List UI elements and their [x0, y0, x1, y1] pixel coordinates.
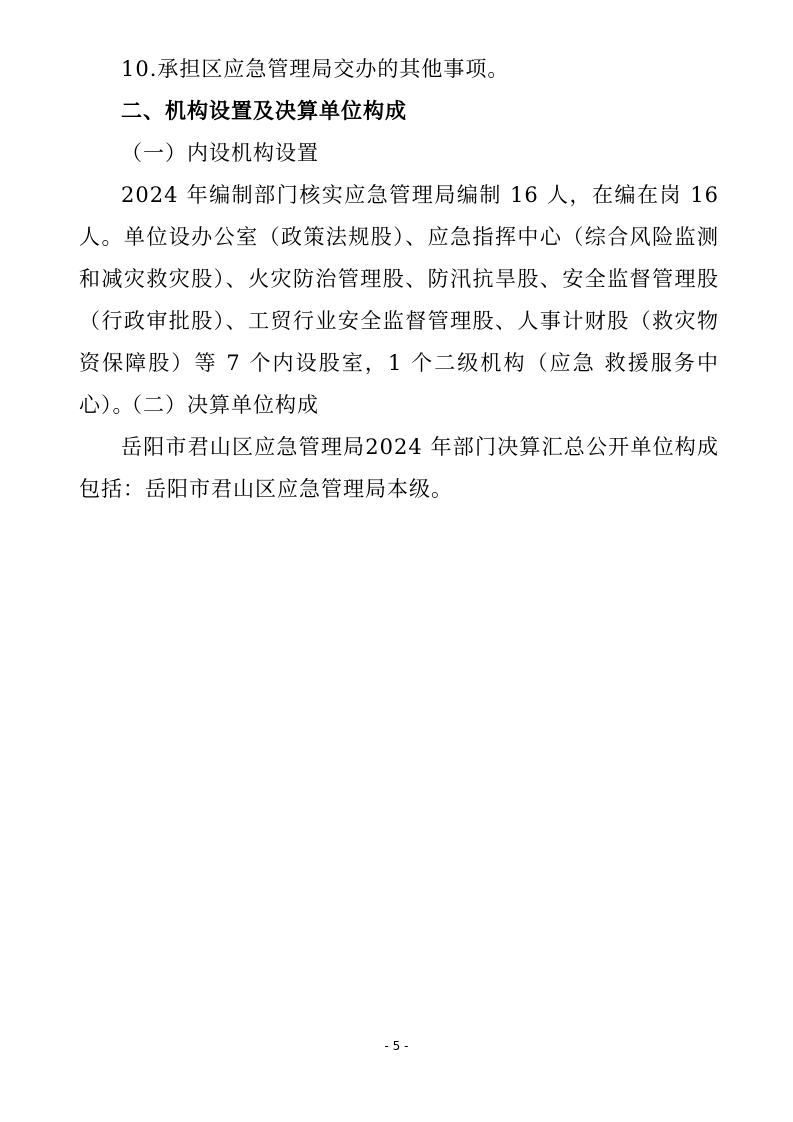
subsection-heading-final-account-units: （二）决算单位构成	[121, 393, 319, 417]
section-heading-institution-setup: 二、机构设置及决算单位构成	[121, 99, 407, 123]
internal-structure-paragraph: 2024 年编制部门核实应急管理局编制 16 人，在编在岗 16 人。单位设办公室（政策法规股）、应急指挥中心（综合风险监测和减灾救灾股）、火灾防治管理股、防汛抗旱股、安全监督管理股（行政审批股）、工贸行业安全监督管理股、人事计财股（救灾物资保障股）等 7 个内设股室，1 个二级机构（应急 救援服务中心）。	[79, 183, 719, 417]
item-10-text: 10.承担区应急管理局交办的其他事项。	[121, 57, 510, 81]
final-account-units-paragraph: 岳阳市君山区应急管理局2024 年部门决算汇总公开单位构成包括：岳阳市君山区应急管理局本级。	[79, 435, 719, 501]
page-number: - 5 -	[384, 1039, 409, 1053]
subsection-heading-internal-structure: （一）内设机构设置	[121, 141, 319, 165]
